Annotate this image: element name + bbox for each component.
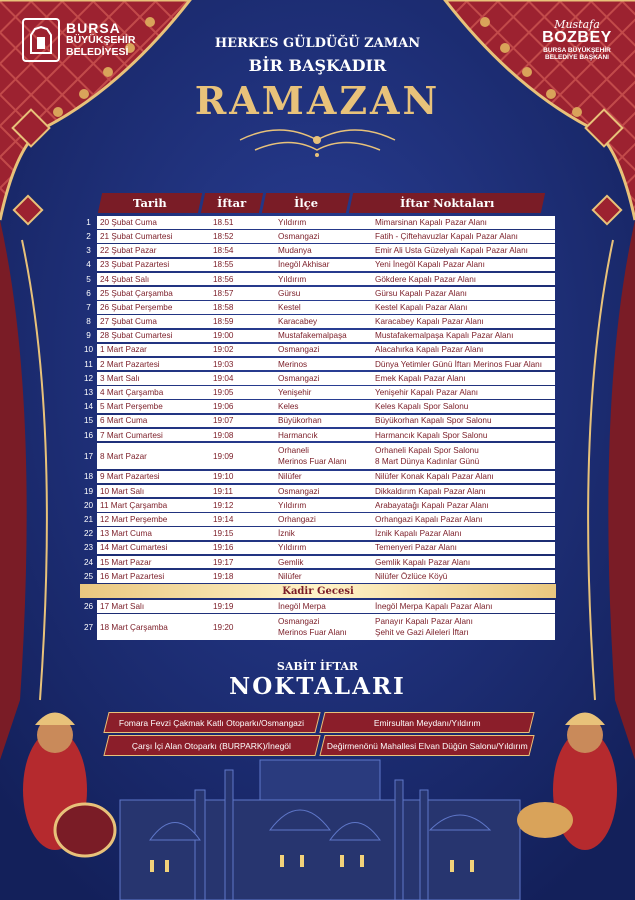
row-iftar-time: 19:20: [210, 614, 275, 640]
row-number: 17: [83, 451, 94, 461]
row-district: Karacabey: [275, 315, 370, 328]
row-number: 24: [83, 557, 94, 567]
col-noktalar: İftar Noktaları: [349, 193, 545, 213]
row-district: Orhangazi: [275, 513, 370, 526]
row-district: Kestel: [275, 301, 370, 314]
mayor-name: BOZBEY: [542, 29, 612, 46]
row-district: Nilüfer: [275, 570, 370, 583]
table-row: [80, 400, 556, 413]
sabit-title-line1: SABİT İFTAR: [276, 660, 359, 673]
row-location: Büyükorhan Kapalı Spor Salonu: [370, 415, 555, 428]
row-number: 20: [83, 500, 94, 510]
row-location: Mustafakemalpaşa Kapalı Pazar Alanı: [370, 330, 555, 343]
row-iftar-time: 19:02: [210, 344, 275, 357]
row-district: Osmangazi Merinos Fuar Alanı: [275, 614, 370, 640]
row-iftar-time: 19:14: [210, 513, 275, 526]
row-date: 24 Şubat Salı: [97, 273, 210, 286]
row-district: Mustafakemalpaşa: [275, 330, 370, 343]
seal-icon: [22, 18, 60, 62]
header-line2: BİR BAŞKADIR: [248, 56, 387, 75]
table-row: [80, 344, 556, 357]
row-district: Yıldırım: [275, 542, 370, 555]
row-number: 15: [83, 416, 94, 426]
row-district: İznik: [275, 527, 370, 540]
row-number: 18: [83, 472, 94, 482]
row-date: 18 Mart Çarşamba: [97, 614, 210, 640]
table-row: [80, 485, 556, 498]
row-district: Osmangazi: [275, 485, 370, 498]
row-number: 9: [86, 331, 91, 341]
row-location: Nilüfer Konak Kapalı Pazar Alanı: [370, 471, 555, 484]
table-row: [80, 386, 556, 399]
row-location: Alacahırka Kapalı Pazar Alanı: [370, 344, 555, 357]
row-iftar-time: 19:10: [210, 471, 275, 484]
row-location: İznik Kapalı Pazar Alanı: [370, 527, 555, 540]
row-district: Gemlik: [275, 556, 370, 569]
row-iftar-time: 19:19: [210, 600, 275, 613]
row-iftar-time: 19:17: [210, 556, 275, 569]
row-date: 23 Şubat Pazartesi: [97, 259, 210, 272]
table-row: [80, 287, 556, 300]
table-header: [80, 193, 556, 213]
table-row: [80, 443, 556, 469]
col-ilce: İlçe: [262, 193, 350, 213]
row-iftar-time: 18:57: [210, 287, 275, 300]
table-row: [80, 216, 556, 229]
row-date: 16 Mart Pazartesi: [97, 570, 210, 583]
row-location: Yenişehir Kapalı Pazar Alanı: [370, 386, 555, 399]
row-district: İnegöl Merpa: [275, 600, 370, 613]
row-iftar-time: 18:54: [210, 244, 275, 257]
row-iftar-time: 18:58: [210, 301, 275, 314]
table-row: [80, 542, 556, 555]
row-date: 7 Mart Cumartesi: [97, 429, 210, 442]
mayor-logo: [537, 18, 617, 61]
row-date: 1 Mart Pazar: [97, 344, 210, 357]
row-district: Yenişehir: [275, 386, 370, 399]
table-row: [80, 527, 556, 540]
row-location: Dünya Yetimler Günü İftarı Merinos Fuar Alanı: [370, 358, 555, 371]
row-date: 4 Mart Çarşamba: [97, 386, 210, 399]
row-iftar-time: 19:18: [210, 570, 275, 583]
row-date: 8 Mart Pazar: [97, 443, 210, 469]
row-location: Keles Kapalı Spor Salonu: [370, 400, 555, 413]
row-number: 6: [86, 288, 91, 298]
row-location: Dikkaldırım Kapalı Pazar Alanı: [370, 485, 555, 498]
row-iftar-time: 19:07: [210, 415, 275, 428]
row-date: 3 Mart Salı: [97, 372, 210, 385]
col-tarih: Tarih: [98, 193, 202, 213]
row-number: 8: [86, 317, 91, 327]
row-location: İnegöl Merpa Kapalı Pazar Alanı: [370, 600, 555, 613]
row-district: Yıldırım: [275, 273, 370, 286]
table-row: [80, 358, 556, 371]
row-iftar-time: 19:00: [210, 330, 275, 343]
row-number: 27: [83, 622, 94, 632]
row-number: 23: [83, 543, 94, 553]
row-iftar-time: 19:08: [210, 429, 275, 442]
fixed-point-1: Fomara Fevzi Çakmak Katlı Otoparkı/Osmangazi: [103, 712, 320, 733]
row-date: 26 Şubat Perşembe: [97, 301, 210, 314]
row-iftar-time: 19:11: [210, 485, 275, 498]
row-iftar-time: 18:52: [210, 230, 275, 243]
row-location: Arabayatağı Kapalı Pazar Alanı: [370, 499, 555, 512]
row-location: Mimarsinan Kapalı Pazar Alanı: [370, 216, 555, 229]
row-district: Keles: [275, 400, 370, 413]
row-date: 20 Şubat Cuma: [97, 216, 210, 229]
row-date: 5 Mart Perşembe: [97, 400, 210, 413]
row-date: 13 Mart Cuma: [97, 527, 210, 540]
table-row: [80, 372, 556, 385]
mayor-signature: Mustafa: [554, 18, 600, 31]
row-iftar-time: 19:12: [210, 499, 275, 512]
row-location: Yeni İnegöl Kapalı Pazar Alanı: [370, 259, 555, 272]
row-date: 17 Mart Salı: [97, 600, 210, 613]
row-location: Emek Kapalı Pazar Alanı: [370, 372, 555, 385]
row-district: Osmangazi: [275, 230, 370, 243]
fixed-point-2: Emirsultan Meydanı/Yıldırım: [319, 712, 534, 733]
row-iftar-time: 19:04: [210, 372, 275, 385]
row-location: Orhangazi Kapalı Pazar Alanı: [370, 513, 555, 526]
row-number: 21: [83, 514, 94, 524]
row-iftar-time: 19:15: [210, 527, 275, 540]
iftar-schedule-table: [80, 193, 556, 642]
row-district: İnegöl Akhisar: [275, 259, 370, 272]
logo-line2: BÜYÜKŞEHİR: [66, 34, 136, 46]
row-district: Nilüfer: [275, 471, 370, 484]
row-number: 2: [86, 231, 91, 241]
row-location: Harmancık Kapalı Spor Salonu: [370, 429, 555, 442]
row-number: 11: [84, 359, 93, 369]
row-date: 12 Mart Perşembe: [97, 513, 210, 526]
table-row: [80, 614, 556, 640]
row-date: 10 Mart Salı: [97, 485, 210, 498]
table-row: [80, 556, 556, 569]
row-district: Merinos: [275, 358, 370, 371]
table-row: [80, 330, 556, 343]
row-date: 2 Mart Pazartesi: [97, 358, 210, 371]
row-district: Orhaneli Merinos Fuar Alanı: [275, 443, 370, 469]
row-location: Orhaneli Kapalı Spor Salonu 8 Mart Dünya Kadınlar Günü: [370, 443, 555, 469]
fixed-point-3: Çarşı İçi Alan Otoparkı (BURPARK)/İnegöl: [103, 735, 320, 756]
row-number: 12: [83, 373, 94, 383]
row-location: Gökdere Kapalı Pazar Alanı: [370, 273, 555, 286]
table-row: [80, 600, 556, 613]
row-date: 9 Mart Pazartesi: [97, 471, 210, 484]
row-number: 19: [83, 486, 94, 496]
row-date: 27 Şubat Cuma: [97, 315, 210, 328]
row-district: Mudanya: [275, 244, 370, 257]
row-date: 14 Mart Cumartesi: [97, 542, 210, 555]
row-number: 22: [83, 529, 94, 539]
row-iftar-time: 18:59: [210, 315, 275, 328]
row-number: 7: [86, 302, 91, 312]
table-row: [80, 259, 556, 272]
row-date: 11 Mart Çarşamba: [97, 499, 210, 512]
row-date: 25 Şubat Çarşamba: [97, 287, 210, 300]
row-iftar-time: 18.51: [210, 216, 275, 229]
row-number: 5: [86, 274, 91, 284]
table-row: [80, 244, 556, 257]
row-location: Fatih - Çiftehavuzlar Kapalı Pazar Alanı: [370, 230, 555, 243]
row-district: Osmangazi: [275, 372, 370, 385]
table-row: [80, 415, 556, 428]
col-iftar: İftar: [201, 193, 263, 213]
row-location: Panayır Kapalı Pazar Alanı Şehit ve Gazi Aileleri İftarı: [370, 614, 555, 640]
row-number: 3: [86, 246, 91, 256]
row-district: Büyükorhan: [275, 415, 370, 428]
sabit-title-line2: NOKTALARI: [229, 673, 406, 700]
row-location: Kestel Kapalı Pazar Alanı: [370, 301, 555, 314]
logo-line3: BELEDİYESİ: [66, 46, 129, 58]
kadir-gecesi-banner: Kadir Gecesi: [80, 584, 556, 598]
mayor-title1: BURSA BÜYÜKŞEHİR: [543, 47, 611, 54]
row-date: 21 Şubat Cumartesi: [97, 230, 210, 243]
row-number: 4: [86, 260, 91, 270]
table-row: [80, 499, 556, 512]
row-location: Nilüfer Özlüce Köyü: [370, 570, 555, 583]
row-iftar-time: 19:03: [210, 358, 275, 371]
table-row: [80, 429, 556, 442]
table-row: [80, 273, 556, 286]
row-date: 15 Mart Pazar: [97, 556, 210, 569]
table-row: [80, 513, 556, 526]
row-number: 26: [83, 601, 94, 611]
row-district: Yıldırım: [275, 216, 370, 229]
table-row: [80, 471, 556, 484]
row-number: 25: [83, 571, 94, 581]
header-line1: HERKES GÜLDÜĞÜ ZAMAN: [214, 36, 421, 51]
header-title: RAMAZAN: [194, 78, 441, 123]
table-row: [80, 315, 556, 328]
row-number: 10: [83, 345, 94, 355]
row-iftar-time: 18:56: [210, 273, 275, 286]
row-iftar-time: 19:16: [210, 542, 275, 555]
row-date: 28 Şubat Cumartesi: [97, 330, 210, 343]
table-row: [80, 570, 556, 583]
row-number: 14: [83, 402, 94, 412]
row-iftar-time: 19:06: [210, 400, 275, 413]
row-number: 13: [83, 388, 94, 398]
row-district: Yıldırım: [275, 499, 370, 512]
fixed-point-4: Değirmenönü Mahallesi Elvan Düğün Salonu/Yıldırım: [319, 735, 534, 756]
row-location: Gemlik Kapalı Pazar Alanı: [370, 556, 555, 569]
row-district: Osmangazi: [275, 344, 370, 357]
row-location: Karacabey Kapalı Pazar Alanı: [370, 315, 555, 328]
row-location: Temenyeri Pazar Alanı: [370, 542, 555, 555]
row-number: 16: [83, 430, 94, 440]
row-location: Emir Ali Usta Güzelyalı Kapalı Pazar Alanı: [370, 244, 555, 257]
municipality-logo: [22, 18, 142, 62]
row-location: Gürsu Kapalı Pazar Alanı: [370, 287, 555, 300]
row-iftar-time: 18:55: [210, 259, 275, 272]
table-row: [80, 230, 556, 243]
table-row: [80, 301, 556, 314]
row-date: 6 Mart Cuma: [97, 415, 210, 428]
row-district: Gürsu: [275, 287, 370, 300]
logo-line1: BURSA: [66, 20, 121, 36]
row-date: 22 Şubat Pazar: [97, 244, 210, 257]
row-number: 1: [86, 217, 91, 227]
row-iftar-time: 19:09: [210, 443, 275, 469]
row-iftar-time: 19:05: [210, 386, 275, 399]
mayor-title2: BELEDİYE BAŞKANI: [545, 54, 609, 61]
row-district: Harmancık: [275, 429, 370, 442]
